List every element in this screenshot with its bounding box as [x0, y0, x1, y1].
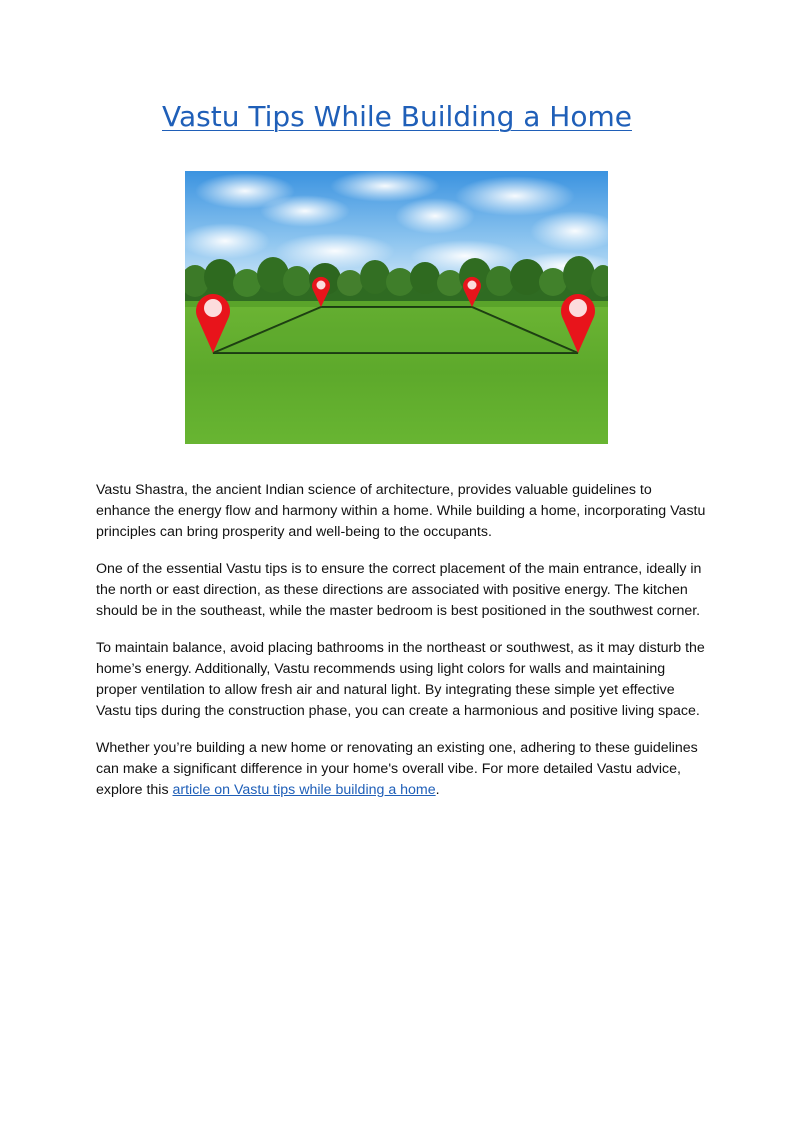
article-body [96, 480, 706, 817]
paragraph: Vastu Shastra, the ancient Indian science of architecture, provides valuable guidelines to enhance the energy flow and harmony within a home. While building a home, incorporating Vastu principles can bring prosperity and well-being to the occupants. [96, 482, 706, 540]
paragraph-with-link [96, 738, 706, 801]
vastu-article-link[interactable]: article on Vastu tips while building a home [172, 782, 436, 798]
paragraph-text-end: . [435, 782, 440, 798]
page-title: Vastu Tips While Building a Home [162, 100, 632, 133]
paragraph: One of the essential Vastu tips is to ensure the correct placement of the main entrance, ideally in the north or east direction, as these directions are associated with positive energy. The kitchen should be in the southeast, while the master bedroom is best positioned in the southwest corner. [96, 561, 702, 619]
paragraph-text: Whether you’re building a new home or renovating an existing one, adhering to these guidelines can make a significant difference in your home's overall vibe. For more detailed Vastu advice, explore this [96, 740, 698, 798]
paragraph: To maintain balance, avoid placing bathrooms in the northeast or southwest, as it may disturb the home’s energy. Additionally, Vastu recommends using light colors for walls and maintaining proper ventilation to allow fresh air and natural light. By integrating these simple yet effective Vastu tips during the construction phase, you can create a harmonious and positive living space. [96, 640, 705, 719]
plot-illustration-image [185, 171, 608, 444]
